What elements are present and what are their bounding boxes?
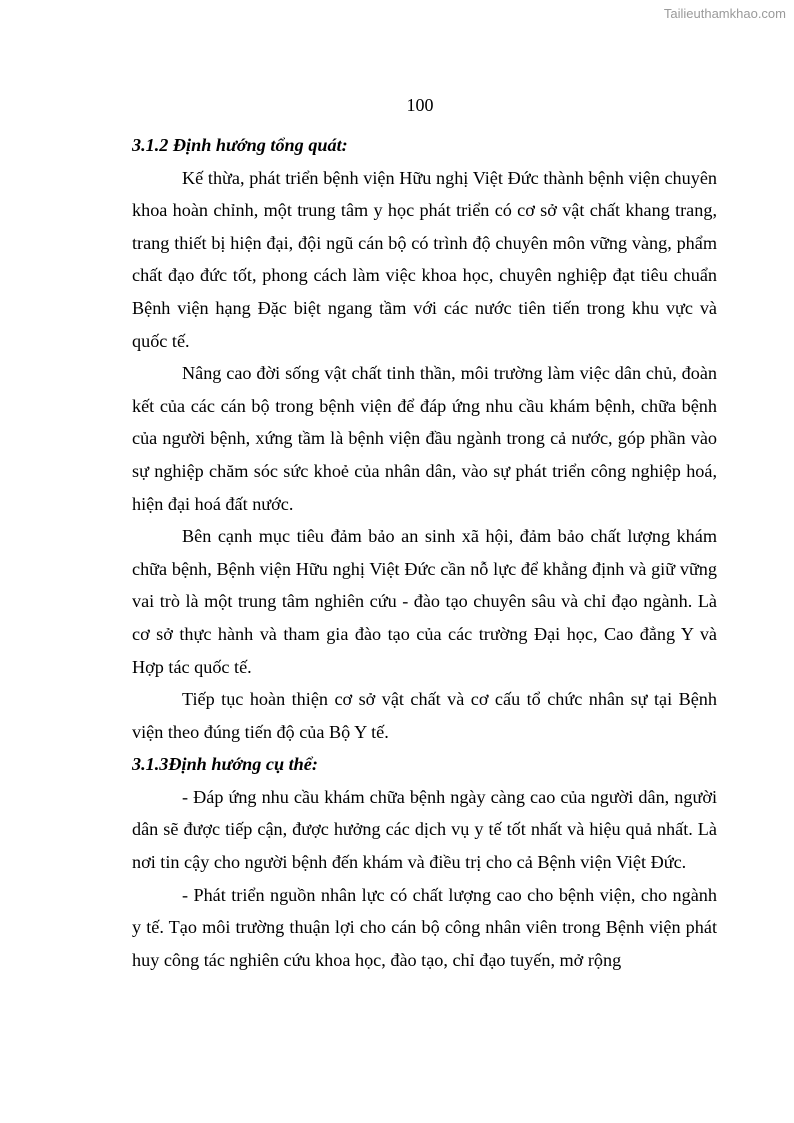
paragraph: Bên cạnh mục tiêu đảm bảo an sinh xã hội, đảm bảo chất lượng khám chữa bệnh, Bệnh viện Hữu nghị Việt Đức cần nỗ lực để khẳng định và giữ vững vai trò là một trung tâm nghiên cứu - đào tạo chuyên sâu và chỉ đạo ngành. Là cơ sở thực hành và tham gia đào tạo của các trường Đại học, Cao đẳng Y và Hợp tác quốc tế. [132,526,717,677]
paragraph: - Đáp ứng nhu cầu khám chữa bệnh ngày càng cao của người dân, người dân sẽ được tiếp cận, được hưởng các dịch vụ y tế tốt nhất và hiệu quả nhất. Là nơi tin cậy cho người bệnh đến khám và điều trị cho cả Bệnh viện Việt Đức. [132,786,717,873]
section-heading-specific: 3.1.3Định hướng cụ thể: [132,754,318,775]
paragraph: Tiếp tục hoàn thiện cơ sở vật chất và cơ cấu tổ chức nhân sự tại Bệnh viện theo đúng tiến độ của Bộ Y tế. [132,689,717,742]
section-heading-general: 3.1.2 Định hướng tổng quát: [132,135,348,155]
document-body [132,129,717,976]
paragraph: Kế thừa, phát triển bệnh viện Hữu nghị Việt Đức thành bệnh viện chuyên khoa hoàn chỉnh, một trung tâm y học phát triển có cơ sở vật chất khang trang, trang thiết bị hiện đại, đội ngũ cán bộ có trình độ chuyên môn vững vàng, phẩm chất đạo đức tốt, phong cách làm việc khoa học, chuyên nghiệp đạt tiêu chuẩn Bệnh viện hạng Đặc biệt ngang tầm với các nước tiên tiến trong khu vực và quốc tế. [132,167,717,351]
page-number: 100 [406,95,434,115]
watermark: Tailieuthamkhao.com [663,6,786,21]
paragraph: Nâng cao đời sống vật chất tinh thần, môi trường làm việc dân chủ, đoàn kết của các cán bộ trong bệnh viện để đáp ứng nhu cầu khám bệnh, chữa bệnh của người bệnh, xứng tầm là bệnh viện đầu ngành trong cả nước, góp phần vào sự nghiệp chăm sóc sức khoẻ của nhân dân, vào sự phát triển công nghiệp hoá, hiện đại hoá đất nước. [132,363,717,514]
paragraph: - Phát triển nguồn nhân lực có chất lượng cao cho bệnh viện, cho ngành y tế. Tạo môi trường thuận lợi cho cán bộ công nhân viên trong Bệnh viện phát huy công tác nghiên cứu khoa học, đào tạo, chỉ đạo tuyến, mở rộng [132,884,717,970]
